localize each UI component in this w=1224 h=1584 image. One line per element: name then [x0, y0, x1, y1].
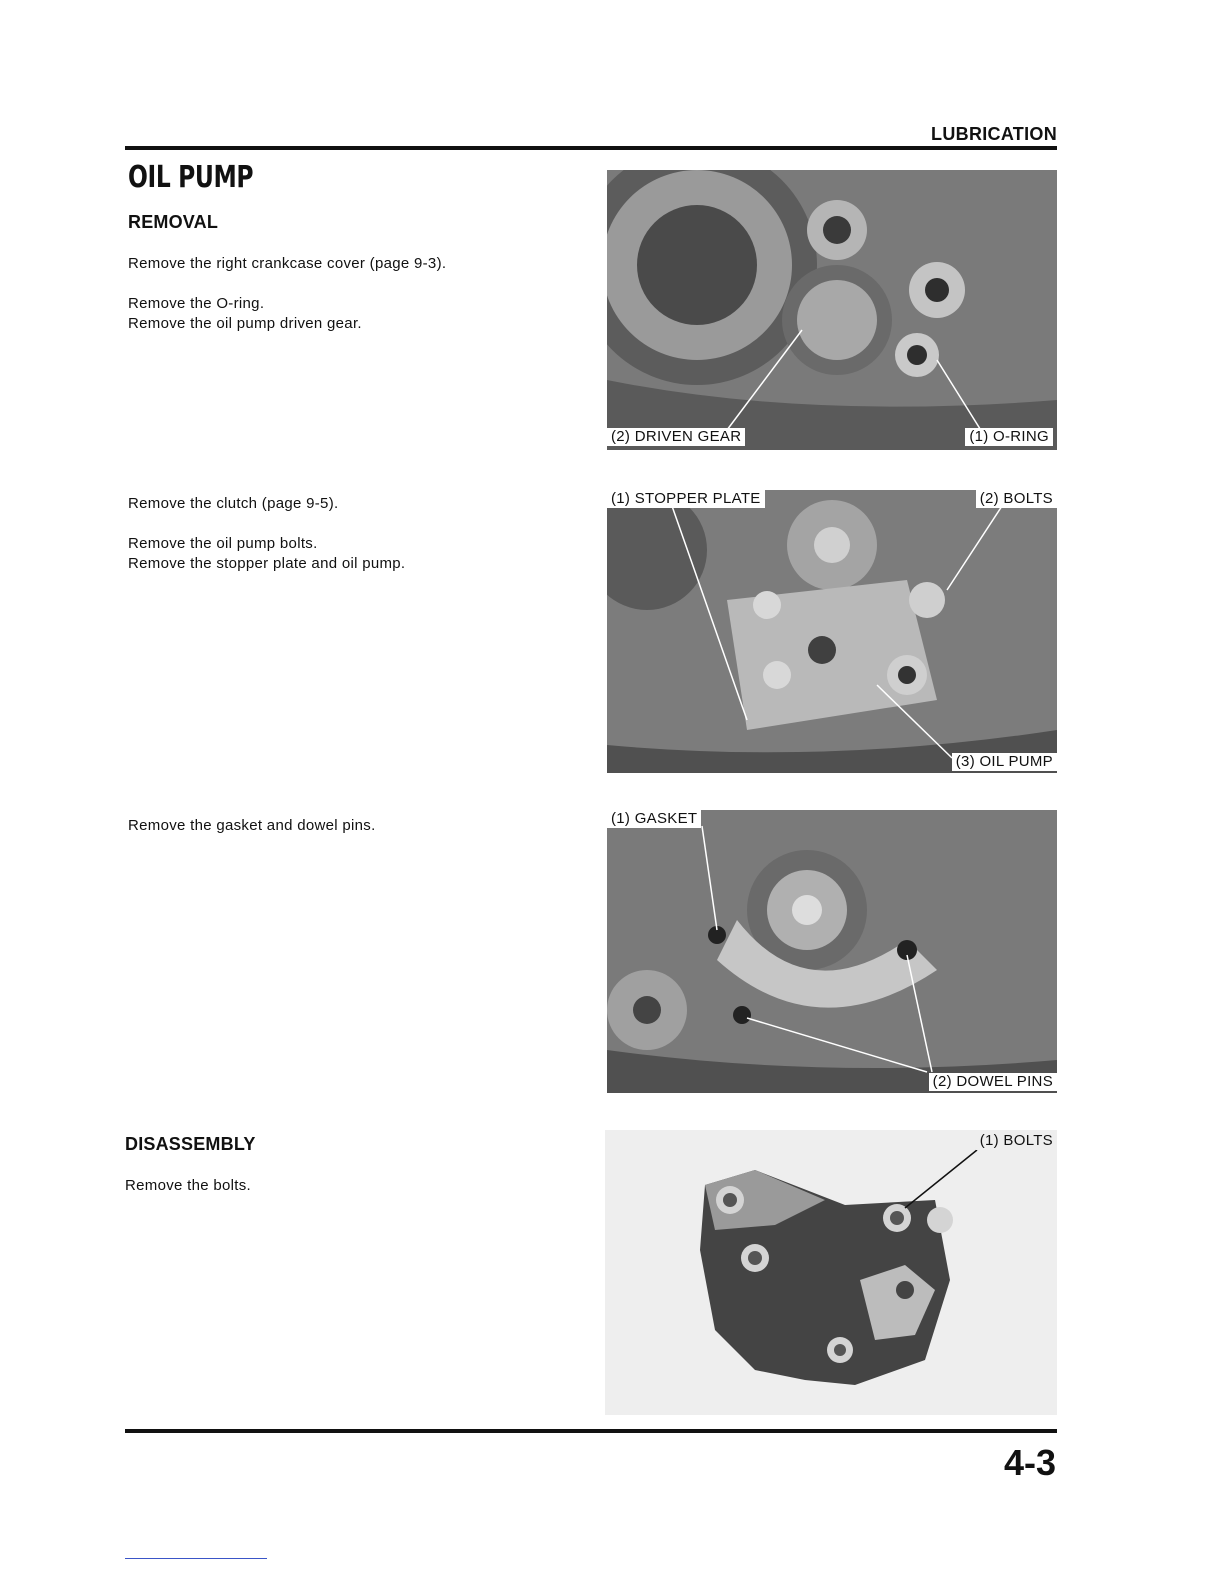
step1-text: Remove the right crankcase cover (page 9-3).	[128, 255, 447, 272]
engine-photo-3	[607, 810, 1057, 1093]
callout-stopper-plate: (1) STOPPER PLATE	[607, 490, 765, 508]
figure-driven-gear-photo	[607, 170, 1057, 450]
step3-text: Remove the gasket and dowel pins.	[128, 817, 376, 834]
footer-link-underline	[125, 1558, 267, 1559]
engine-photo-2	[607, 490, 1057, 773]
callout-gasket: (1) GASKET	[607, 810, 701, 828]
callout-o-ring: (1) O-RING	[965, 428, 1053, 446]
oil-pump-photo	[605, 1130, 1057, 1415]
callout-dowel-pins: (2) DOWEL PINS	[929, 1073, 1057, 1091]
disassembly-heading: DISASSEMBLY	[125, 1134, 256, 1154]
page-title: OIL PUMP	[128, 160, 254, 195]
callout-driven-gear: (2) DRIVEN GEAR	[607, 428, 745, 446]
removal-step2	[128, 494, 548, 574]
figure-oil-pump-photo	[607, 490, 1057, 773]
step1-oring-text: Remove the O-ring.	[128, 295, 265, 312]
step2-text: Remove the clutch (page 9-5).	[128, 495, 339, 512]
callout-oil-pump: (3) OIL PUMP	[952, 753, 1057, 771]
page-number: 4-3	[1003, 1442, 1056, 1483]
section-header: LUBRICATION	[931, 124, 1057, 144]
top-rule	[125, 146, 1057, 150]
step2-plate-text: Remove the stopper plate and oil pump.	[128, 555, 406, 572]
figure-gasket-photo	[607, 810, 1057, 1093]
engine-photo-1	[607, 170, 1057, 450]
disassembly-step	[125, 1176, 545, 1196]
removal-step1	[128, 254, 548, 334]
callout-bolts: (2) BOLTS	[976, 490, 1057, 508]
step2-bolts-text: Remove the oil pump bolts.	[128, 535, 318, 552]
callout-bolts-disassembly: (1) BOLTS	[976, 1132, 1057, 1150]
figure-oil-pump-bolts-photo	[605, 1130, 1057, 1415]
removal-step3	[128, 816, 548, 836]
disassembly-text: Remove the bolts.	[125, 1177, 251, 1194]
bottom-rule	[125, 1429, 1057, 1433]
removal-heading: REMOVAL	[128, 212, 219, 232]
step1-gear-text: Remove the oil pump driven gear.	[128, 315, 362, 332]
